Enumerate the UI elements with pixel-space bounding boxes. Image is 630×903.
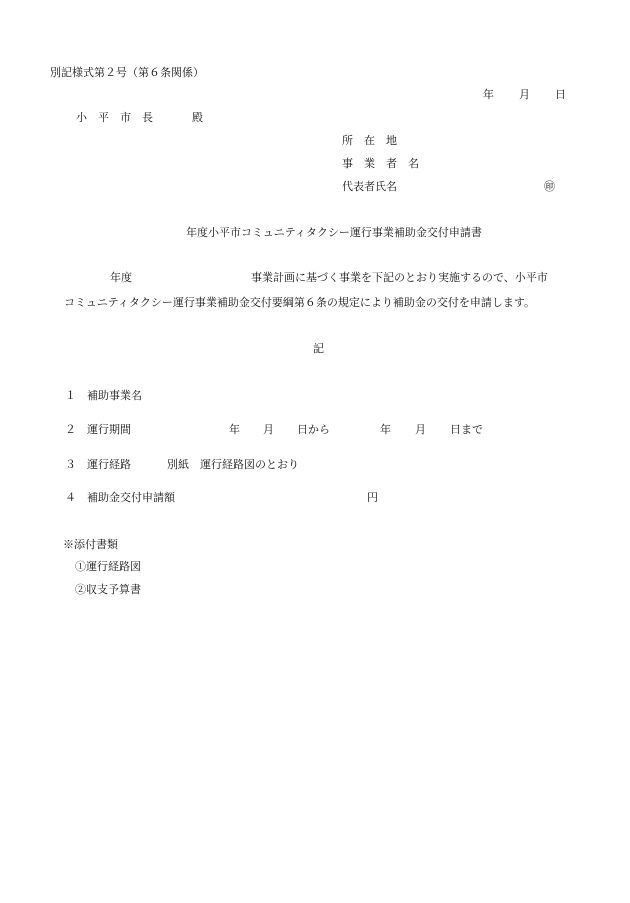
- date-year: 年: [483, 88, 494, 101]
- item2-start-year: 年: [229, 423, 240, 436]
- item2-number: ２: [65, 423, 76, 436]
- attachment-item: ②収支予算書: [75, 583, 141, 596]
- item2-end-month: 月: [415, 423, 426, 436]
- body-line2: コミュニティタクシー運行事業補助金交付要綱第６条の規定により補助金の交付を申請します。: [64, 296, 536, 309]
- ki-heading: 記: [313, 342, 324, 355]
- honorific: 殿: [192, 111, 203, 124]
- item4-number: ４: [65, 491, 76, 504]
- item4-label: 補助金交付申請額: [87, 491, 175, 504]
- item3-value: 別紙 運行経路図のとおり: [167, 458, 299, 471]
- body-year: 年度: [110, 271, 132, 284]
- document-title: 年度小平市コミュニティタクシー運行事業補助金交付申請書: [186, 226, 482, 239]
- body-line1: 事業計画に基づく事業を下記のとおり実施するので、小平市: [251, 271, 548, 284]
- item2-label: 運行期間: [87, 423, 131, 436]
- address-label: 所 在 地: [342, 134, 397, 147]
- attachment-item: ①運行経路図: [75, 560, 141, 573]
- item1-label: 補助事業名: [87, 389, 142, 402]
- date-month: 月: [519, 88, 530, 101]
- business-name-label: 事 業 者 名: [342, 157, 419, 170]
- item2-end-day: 日まで: [450, 423, 483, 436]
- attachments-heading: ※添付書類: [63, 538, 118, 551]
- date-day: 日: [555, 88, 566, 101]
- seal-mark: ㊞: [544, 180, 555, 193]
- item3-number: ３: [65, 458, 76, 471]
- form-number: 別記様式第２号（第６条関係）: [50, 66, 204, 79]
- representative-label: 代表者氏名: [342, 180, 397, 193]
- item1-number: １: [65, 389, 76, 402]
- item2-start-month: 月: [263, 423, 274, 436]
- item2-end-year: 年: [380, 423, 391, 436]
- item4-unit: 円: [367, 491, 378, 504]
- item2-start-day: 日から: [297, 423, 330, 436]
- addressee: 小 平 市 長: [76, 111, 153, 124]
- item3-label: 運行経路: [87, 458, 131, 471]
